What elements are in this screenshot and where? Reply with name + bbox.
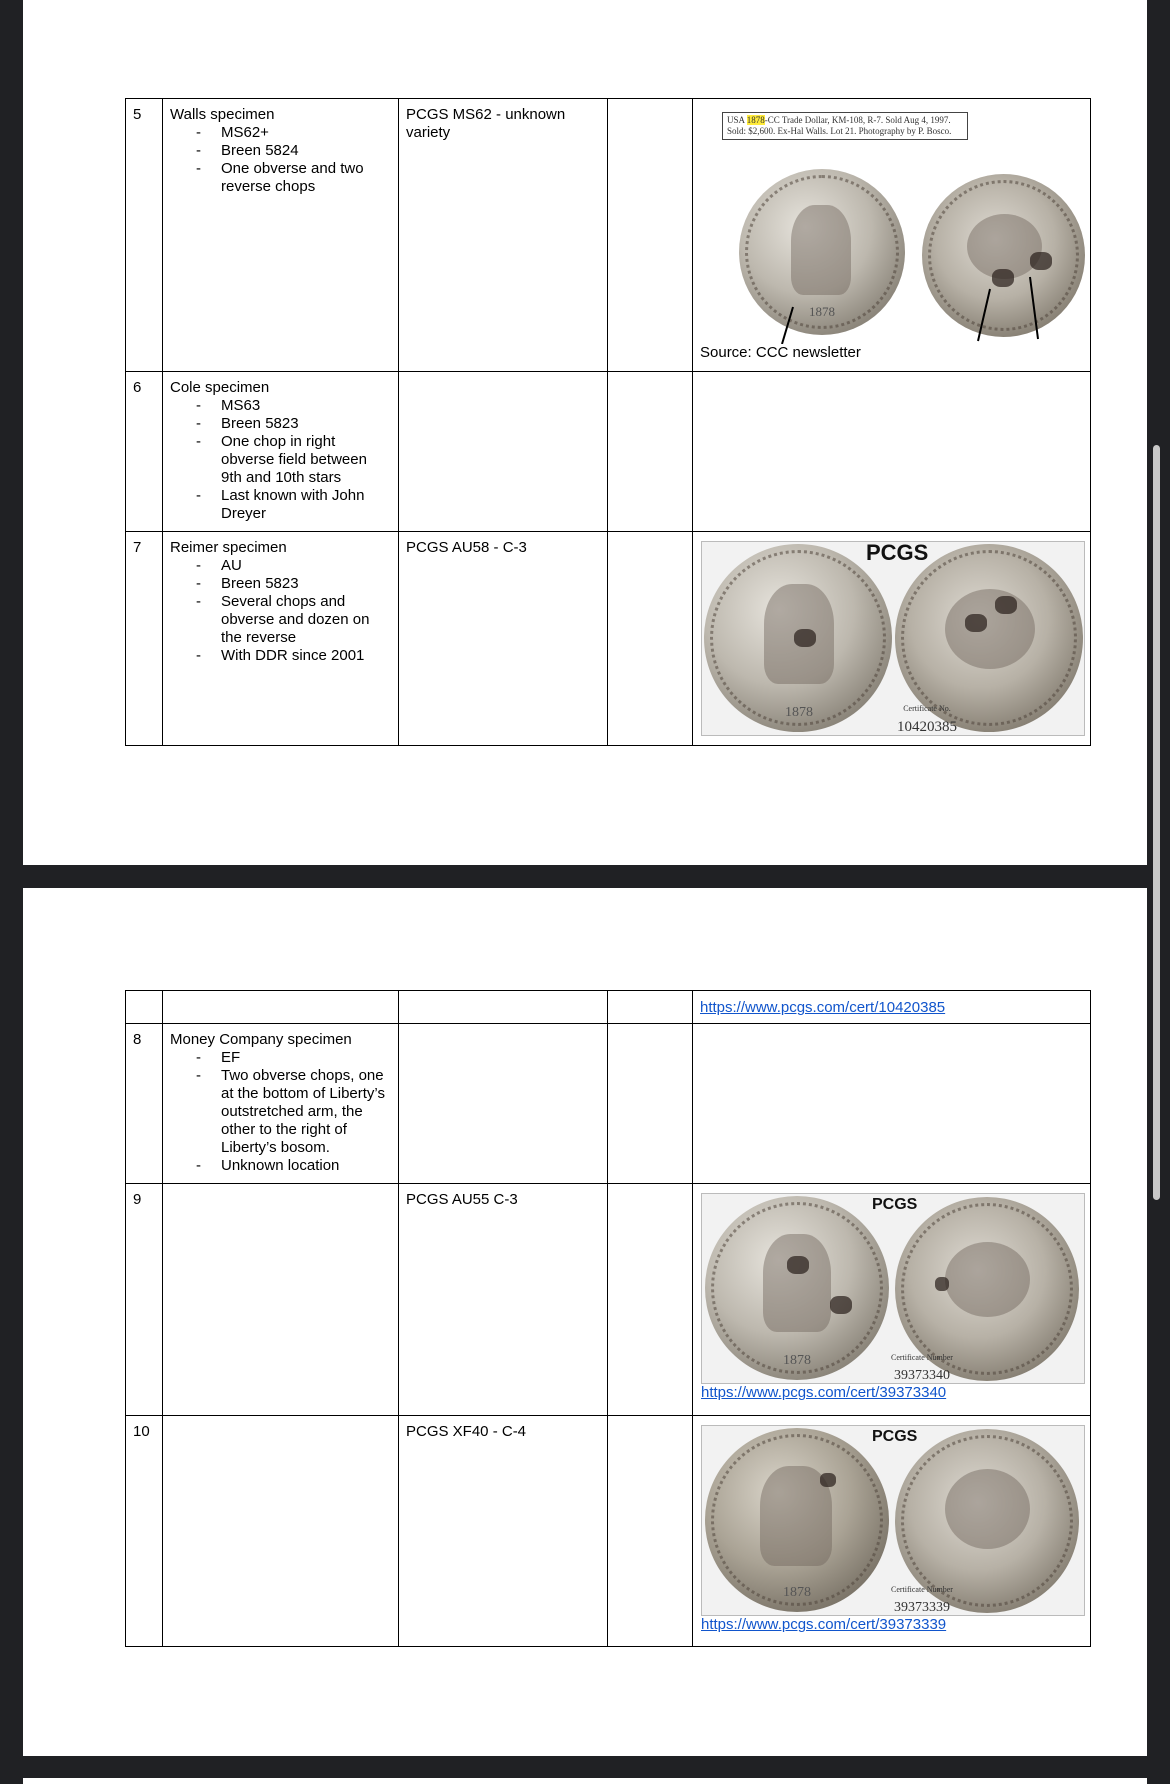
notes-cell — [608, 1024, 693, 1184]
detail-item: - One obverse and two reverse chops — [221, 160, 391, 196]
pcgs-cert-link[interactable]: https://www.pcgs.com/cert/39373339 — [701, 1616, 947, 1633]
notes-cell — [608, 99, 693, 372]
specimen-details — [170, 1049, 391, 1175]
specimen-details — [170, 397, 391, 523]
table-row — [126, 372, 1091, 532]
grade-cell: PCGS AU58 - C-3 — [399, 532, 608, 746]
coin-date: 1878 — [785, 705, 813, 720]
detail-item: - With DDR since 2001 — [221, 647, 391, 665]
certificate-block — [882, 700, 972, 736]
notes-cell — [608, 532, 693, 746]
pcgs-slab-photo — [701, 1193, 1085, 1384]
pcgs-cert-link[interactable]: https://www.pcgs.com/cert/10420385 — [700, 999, 946, 1016]
certificate-block — [877, 1581, 967, 1616]
detail-item: - Several chops and obverse and dozen on the reverse — [221, 593, 391, 647]
table-row — [126, 1184, 1091, 1416]
document-page-3 — [23, 1778, 1147, 1784]
specimen-cell — [163, 1024, 399, 1184]
specimen-cell — [163, 532, 399, 746]
specimen-name: Walls specimen — [170, 106, 275, 123]
specimen-name: Reimer specimen — [170, 539, 287, 556]
coin-date: 1878 — [783, 1585, 811, 1600]
specimen-name: Cole specimen — [170, 379, 270, 396]
coin-date: 1878 — [809, 304, 835, 319]
image-cell — [693, 1416, 1091, 1647]
specimen-table-page-1 — [125, 98, 1091, 746]
detail-item: - Two obverse chops, one at the bottom of Liberty’s outstretched arm, the other to the right of Liberty’s bosom. — [221, 1067, 391, 1157]
specimen-cell — [163, 99, 399, 372]
row-number: 8 — [126, 1024, 163, 1184]
pcgs-logo: PCGS — [872, 1428, 918, 1445]
detail-item: - MS63 — [221, 397, 391, 415]
table-row — [126, 532, 1091, 746]
table-row — [126, 99, 1091, 372]
table-row — [126, 1024, 1091, 1184]
certificate-number: 39373339 — [894, 1600, 950, 1615]
pcgs-logo: PCGS — [872, 1196, 918, 1213]
detail-item: - AU — [221, 557, 391, 575]
newsletter-coin-photo — [700, 99, 1083, 344]
detail-item: - EF — [221, 1049, 391, 1067]
detail-item: - Breen 5823 — [221, 575, 391, 593]
detail-item: - Unknown location — [221, 1157, 391, 1175]
row-number: 7 — [126, 532, 163, 746]
certificate-label: Certificate Number — [891, 1353, 953, 1362]
image-cell — [693, 991, 1091, 1024]
notes-cell — [608, 1184, 693, 1416]
document-page-2 — [23, 888, 1147, 1756]
certificate-block — [877, 1349, 967, 1384]
certificate-number: 39373340 — [894, 1368, 950, 1383]
grade-cell: PCGS AU55 C-3 — [399, 1184, 608, 1416]
detail-item: - MS62+ — [221, 124, 391, 142]
image-cell — [693, 1184, 1091, 1416]
pcgs-cert-link[interactable]: https://www.pcgs.com/cert/39373340 — [701, 1384, 947, 1401]
specimen-details — [170, 124, 391, 196]
certificate-label: Certificate Number — [891, 1585, 953, 1594]
image-cell — [693, 1024, 1091, 1184]
certificate-label: Certificate No. — [903, 704, 951, 713]
row-number: 10 — [126, 1416, 163, 1647]
table-row — [126, 991, 1091, 1024]
obverse-coin-image — [705, 1196, 889, 1380]
pcgs-slab-photo — [701, 541, 1085, 736]
row-number: 9 — [126, 1184, 163, 1416]
image-cell — [693, 372, 1091, 532]
row-number: 6 — [126, 372, 163, 532]
pcgs-slab-photo — [701, 1425, 1085, 1616]
image-source-caption: Source: CCC newsletter — [700, 344, 861, 361]
row-number — [126, 991, 163, 1024]
obverse-coin-image — [704, 544, 892, 732]
detail-item: - Breen 5823 — [221, 415, 391, 433]
table-row — [126, 1416, 1091, 1647]
specimen-cell — [163, 372, 399, 532]
specimen-cell — [163, 1416, 399, 1647]
notes-cell — [608, 1416, 693, 1647]
highlighted-date: 1878 — [746, 115, 765, 125]
obverse-coin-image — [705, 1428, 889, 1612]
certificate-number: 10420385 — [897, 719, 957, 735]
grade-cell — [399, 372, 608, 532]
pcgs-logo: PCGS — [866, 541, 929, 565]
grade-cell: PCGS MS62 - unknown variety — [399, 99, 608, 372]
grade-cell: PCGS XF40 - C-4 — [399, 1416, 608, 1647]
specimen-table-page-2 — [125, 990, 1091, 1647]
notes-cell — [608, 372, 693, 532]
vertical-scrollbar[interactable] — [1153, 445, 1160, 1200]
detail-item: - Last known with John Dreyer — [221, 487, 391, 523]
detail-item: - Breen 5824 — [221, 142, 391, 160]
image-cell — [693, 99, 1091, 372]
grade-cell — [399, 1024, 608, 1184]
image-cell — [693, 532, 1091, 746]
chop-pointer-lines — [700, 99, 1098, 344]
specimen-cell — [163, 1184, 399, 1416]
specimen-name: Money Company specimen — [170, 1031, 352, 1048]
photo-caption-box: USA 1878-CC Trade Dollar, KM-108, R-7. Sold Aug 4, 1997. Sold: $2,600. Ex-Hal Walls. Lot 21. Photography by P. Bosco. — [722, 112, 968, 140]
row-number: 5 — [126, 99, 163, 372]
document-page-1 — [23, 0, 1147, 865]
coin-date: 1878 — [783, 1353, 811, 1368]
detail-item: - One chop in right obverse field between 9th and 10th stars — [221, 433, 391, 487]
specimen-details — [170, 557, 391, 665]
